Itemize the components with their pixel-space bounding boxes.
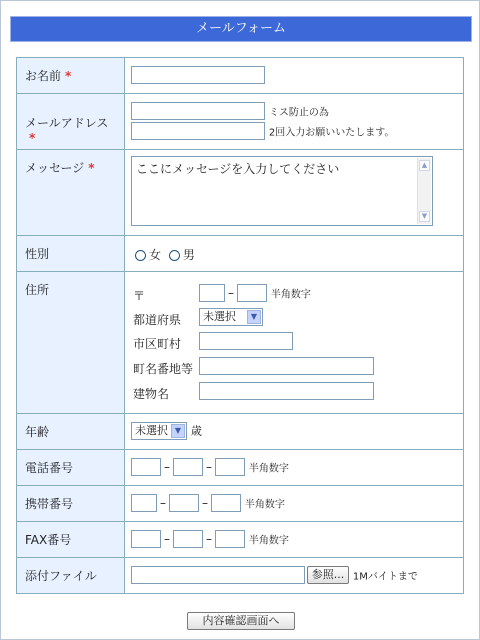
mobile-first-input[interactable] xyxy=(131,494,157,512)
attachment-file-input[interactable] xyxy=(131,566,305,584)
gender-female-radio[interactable] xyxy=(135,250,146,261)
phone-label: 電話番号 xyxy=(25,461,74,475)
phone-note: 半角数字 xyxy=(248,463,289,475)
field-cell-attachment xyxy=(125,558,464,594)
phone-hyphen: – xyxy=(164,460,170,474)
fax-note: 半角数字 xyxy=(248,535,289,547)
prefecture-label: 都道府県 xyxy=(133,313,182,327)
fax-third-input[interactable] xyxy=(215,530,245,548)
fax-hyphen: – xyxy=(164,532,170,546)
street-label: 町名番地等 xyxy=(133,362,194,376)
form-title: メールフォーム xyxy=(10,16,472,42)
phone-second-input[interactable] xyxy=(173,458,203,476)
browse-button[interactable]: 参照... xyxy=(307,566,349,584)
prefecture-select[interactable] xyxy=(199,308,263,326)
gender-male-radio[interactable] xyxy=(169,250,180,261)
building-input[interactable] xyxy=(199,382,374,400)
city-input[interactable] xyxy=(199,332,293,350)
label-cell-email xyxy=(17,94,125,150)
scroll-down-icon[interactable]: ▼ xyxy=(419,211,430,222)
building-label: 建物名 xyxy=(133,387,170,401)
email-note-2: 2回入力お願いいたします。 xyxy=(268,127,395,139)
city-label: 市区町村 xyxy=(133,337,182,351)
age-label: 年齢 xyxy=(25,425,50,439)
attachment-limit-note: 1Mバイトまで xyxy=(352,571,418,583)
label-cell-phone xyxy=(17,450,125,486)
fax-hyphen: – xyxy=(206,532,212,546)
chevron-down-icon[interactable]: ▼ xyxy=(247,310,261,324)
name-input[interactable] xyxy=(131,66,265,84)
name-label: お名前 xyxy=(25,69,62,83)
row-fax xyxy=(17,522,464,558)
label-cell-address xyxy=(17,272,125,414)
postal-mark: 〒 xyxy=(133,289,146,303)
required-mark: * xyxy=(29,131,36,145)
row-attachment xyxy=(17,558,464,594)
row-email xyxy=(17,94,464,150)
message-placeholder: ここにメッセージを入力してください xyxy=(136,162,340,176)
label-cell-gender xyxy=(17,236,125,272)
row-message xyxy=(17,150,464,236)
row-address xyxy=(17,272,464,414)
scroll-up-icon[interactable]: ▲ xyxy=(419,160,430,171)
postal-code-second-input[interactable] xyxy=(237,284,267,302)
age-value: 未選択 xyxy=(135,424,168,437)
required-mark: * xyxy=(65,69,72,83)
mobile-note: 半角数字 xyxy=(244,499,285,511)
postal-code-first-input[interactable] xyxy=(199,284,225,302)
fax-second-input[interactable] xyxy=(173,530,203,548)
row-name xyxy=(17,58,464,94)
confirm-submit-button[interactable]: 内容確認画面へ xyxy=(187,612,295,630)
field-cell-age xyxy=(125,414,464,450)
field-cell-message xyxy=(125,150,464,236)
age-select[interactable] xyxy=(131,422,187,440)
label-cell-name xyxy=(17,58,125,94)
address-label: 住所 xyxy=(25,283,50,297)
gender-label: 性別 xyxy=(25,247,50,261)
email-note-1: ミス防止の為 xyxy=(268,107,329,119)
street-input[interactable] xyxy=(199,357,374,375)
row-age xyxy=(17,414,464,450)
row-gender xyxy=(17,236,464,272)
label-cell-attachment xyxy=(17,558,125,594)
label-cell-mobile xyxy=(17,486,125,522)
field-cell-fax xyxy=(125,522,464,558)
gender-male-label: 男 xyxy=(182,248,195,262)
postal-hyphen: – xyxy=(228,286,234,300)
email-input[interactable] xyxy=(131,102,265,120)
message-textarea[interactable] xyxy=(131,156,433,226)
mobile-label: 携帯番号 xyxy=(25,497,74,511)
field-cell-address xyxy=(125,272,464,414)
field-cell-email xyxy=(125,94,464,150)
age-unit: 歳 xyxy=(190,424,202,438)
email-confirm-input[interactable] xyxy=(131,122,265,140)
mobile-third-input[interactable] xyxy=(211,494,241,512)
mail-form-table xyxy=(16,57,464,594)
chevron-down-icon[interactable]: ▼ xyxy=(171,424,185,438)
field-cell-gender xyxy=(125,236,464,272)
phone-first-input[interactable] xyxy=(131,458,161,476)
mobile-hyphen: – xyxy=(202,496,208,510)
field-cell-name xyxy=(125,58,464,94)
phone-hyphen: – xyxy=(206,460,212,474)
field-cell-mobile xyxy=(125,486,464,522)
postal-hankaku-note: 半角数字 xyxy=(270,289,311,301)
label-cell-age xyxy=(17,414,125,450)
gender-female-label: 女 xyxy=(149,248,162,262)
mobile-second-input[interactable] xyxy=(169,494,199,512)
message-scrollbar[interactable] xyxy=(417,158,431,224)
message-label: メッセージ xyxy=(25,161,85,175)
label-cell-fax xyxy=(17,522,125,558)
attachment-label: 添付ファイル xyxy=(25,569,97,583)
fax-label: FAX番号 xyxy=(25,533,72,547)
fax-first-input[interactable] xyxy=(131,530,161,548)
required-mark: * xyxy=(88,161,95,175)
mobile-hyphen: – xyxy=(160,496,166,510)
field-cell-phone xyxy=(125,450,464,486)
phone-third-input[interactable] xyxy=(215,458,245,476)
row-mobile xyxy=(17,486,464,522)
label-cell-message xyxy=(17,150,125,236)
row-phone xyxy=(17,450,464,486)
email-label: メールアドレス xyxy=(25,116,109,130)
prefecture-value: 未選択 xyxy=(203,310,236,323)
